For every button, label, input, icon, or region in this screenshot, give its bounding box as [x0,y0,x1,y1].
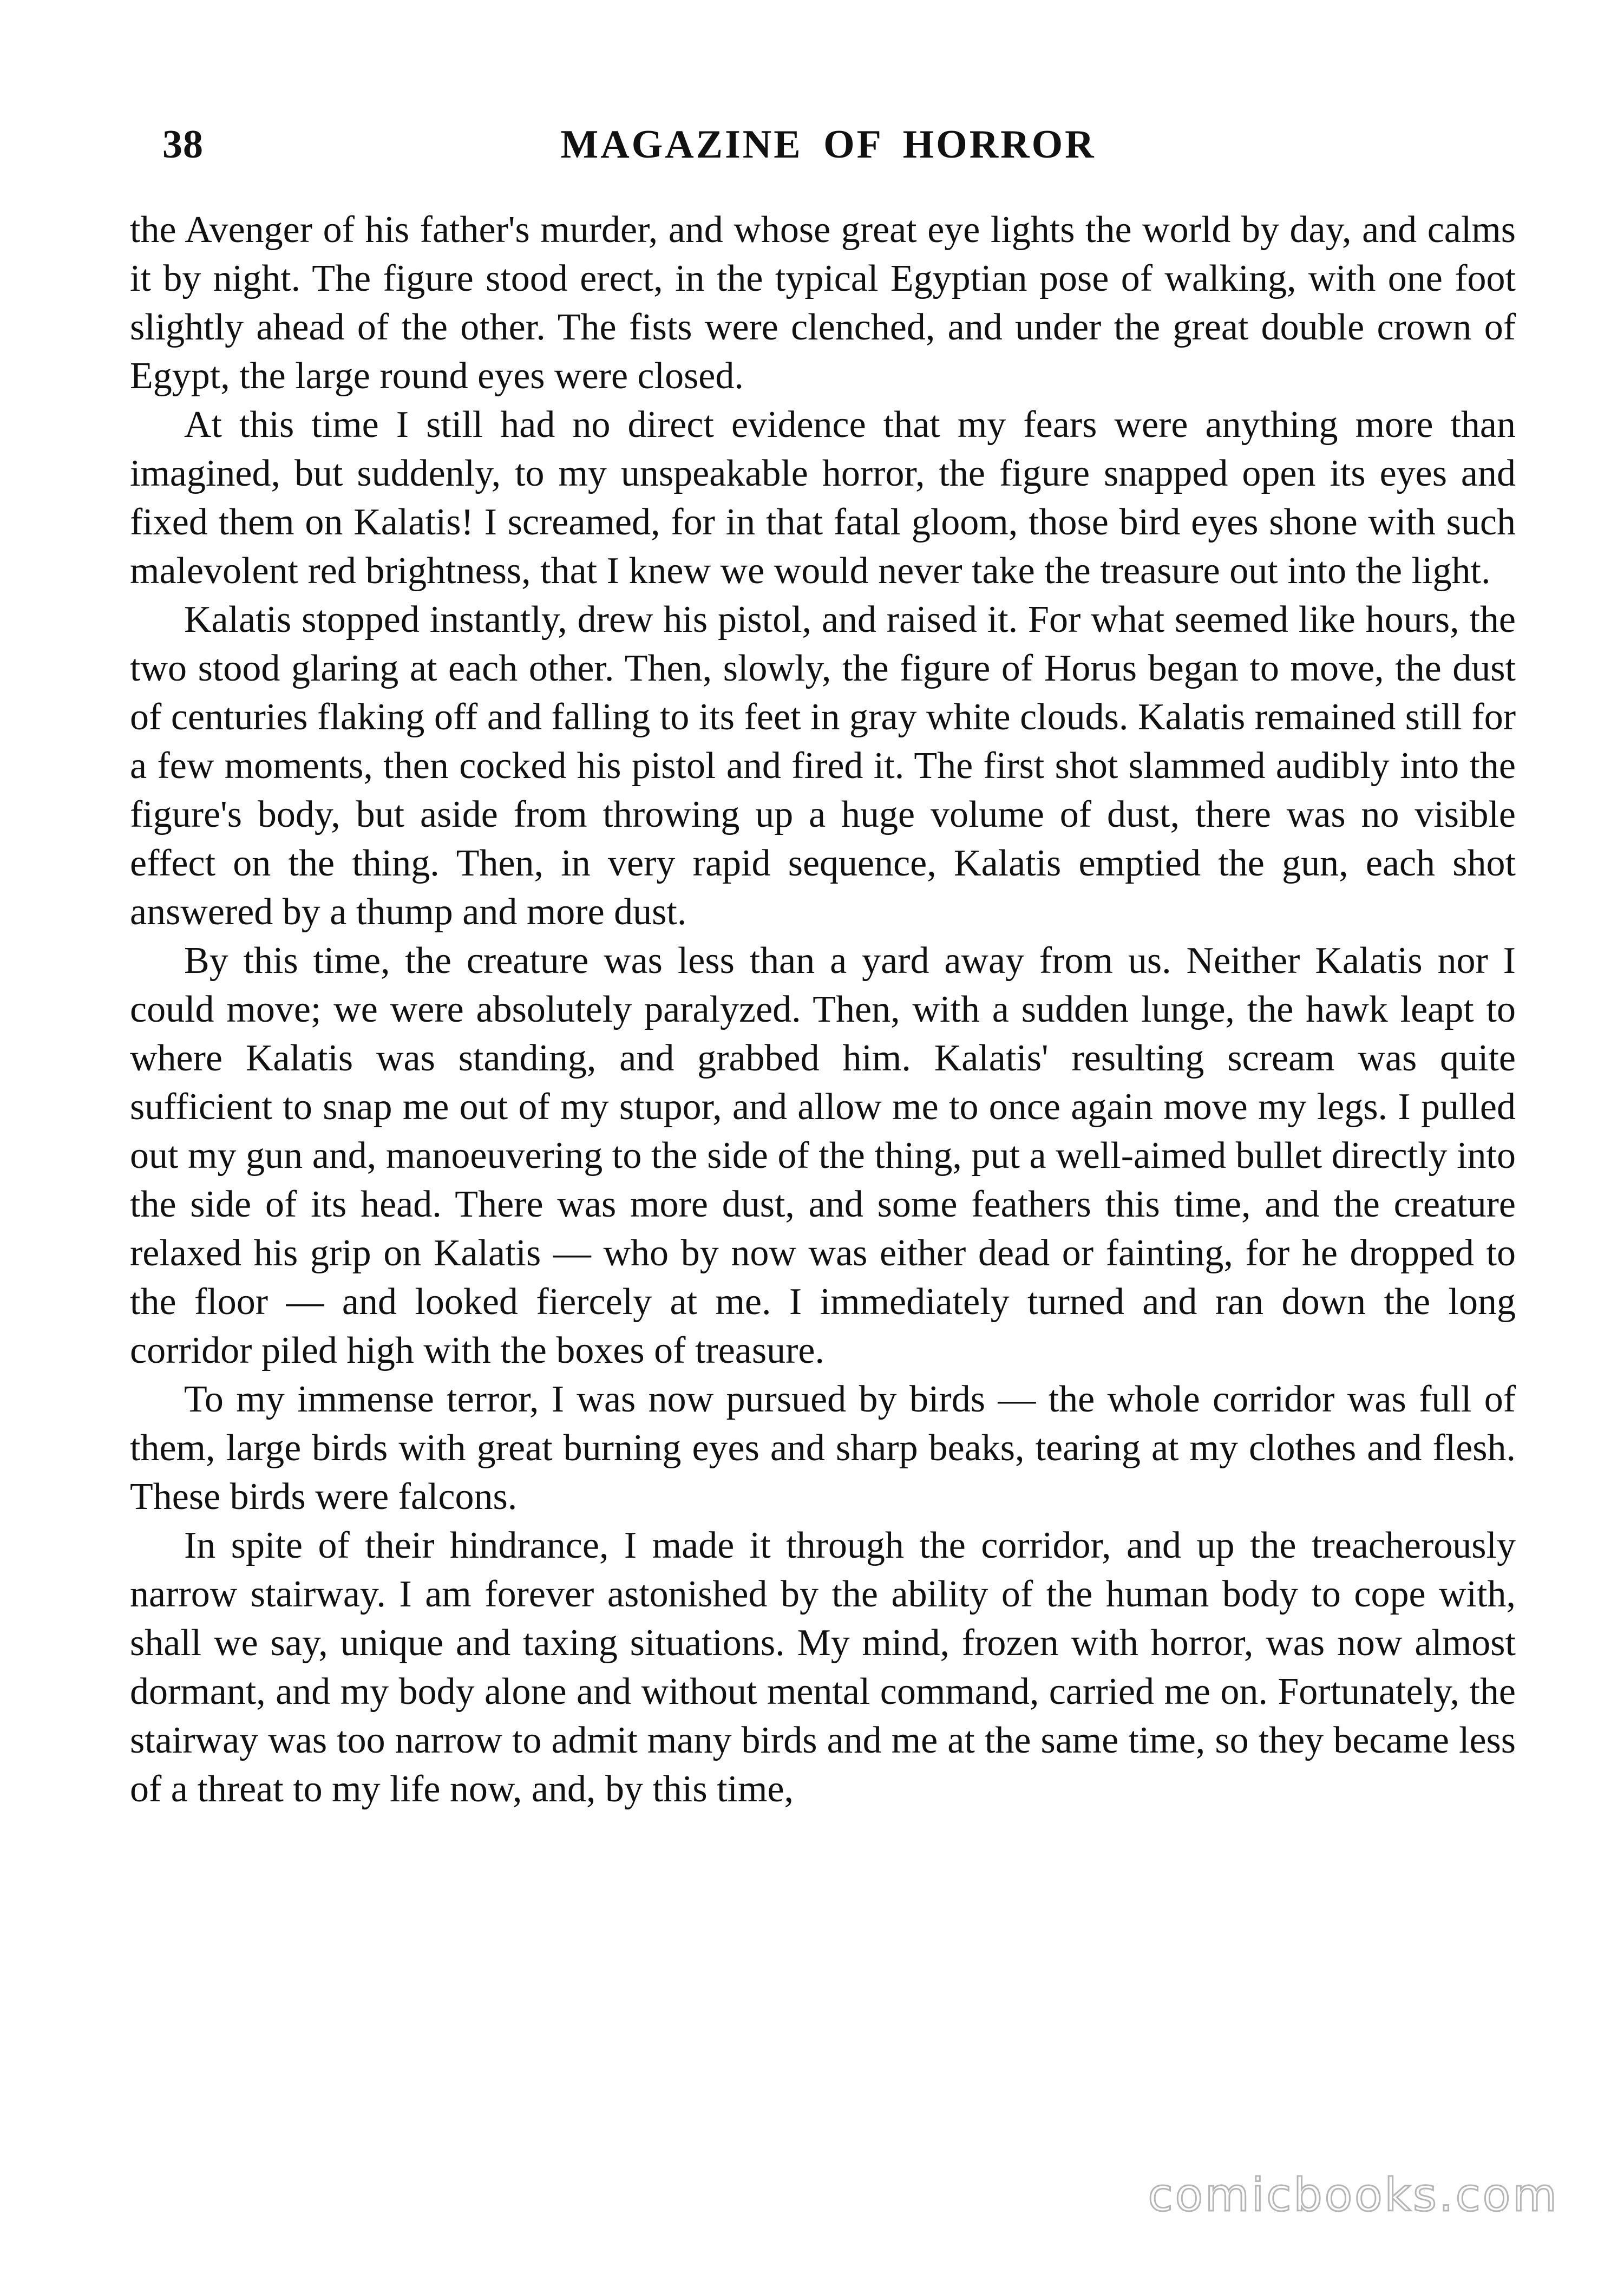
page-number: 38 [162,122,204,167]
paragraph: Kalatis stopped instantly, drew his pistol, and raised it. For what seemed like hours, the two stood glaring at each other. Then, slowly, the figure of Horus began to move, the dust of centuries flaking off and falling to its feet in gray white clouds. Kalatis remained still for a few moments, then cocked his pistol and fired it. The first shot slammed audibly into the figure's body, but aside from throwing up a huge volume of dust, there was no visible effect on the thing. Then, in very rapid sequence, Kalatis emptied the gun, each shot answered by a thump and more dust. [130,599,1516,933]
paragraph: In spite of their hindrance, I made it through the corridor, and up the treacherously narrow stairway. I am forever astonished by the ability of the human body to cope with, shall we say, unique and taxing situations. My mind, frozen with horror, was now almost dormant, and my body alone and without mental command, carried me on. Fortunately, the stairway was too narrow to admit many birds and me at the same time, so they became less of a threat to my life now, and, by this time, [130,1525,1516,1810]
paragraph: To my immense terror, I was now pursued by birds — the whole corridor was full of them, large birds with great burning eyes and sharp beaks, tearing at my clothes and flesh. These birds were falcons. [130,1378,1516,1518]
paragraph: At this time I still had no direct evidence that my fears were anything more than imagined, but suddenly, to my unspeakable horror, the figure snapped open its eyes and fixed them on Kalatis! I screamed, for in that fatal gloom, those bird eyes shone with such malevolent red brightness, that I knew we would never take the treasure out into the light. [130,404,1516,592]
running-title: MAGAZINE OF HORROR [560,122,1096,167]
paragraph: By this time, the creature was less than a yard away from us. Neither Kalatis nor I could move; we were absolutely paralyzed. Then, with a sudden lunge, the hawk leapt to where Kalatis was standing, and grabbed him. Kalatis' resulting scream was quite sufficient to snap me out of my stupor, and allow me to once again move my legs. I pulled out my gun and, manoeuvering to the side of the thing, put a well-aimed bullet directly into the side of its head. There was more dust, and some feathers this time, and the creature relaxed his grip on Kalatis — who by now was either dead or fainting, for he dropped to the floor — and looked fiercely at me. I immediately turned and ran down the long corridor piled high with the boxes of treasure. [130,940,1516,1371]
paragraph: the Avenger of his father's murder, and whose great eye lights the world by day, and calms it by night. The figure stood erect, in the typical Egyptian pose of walking, with one foot slightly ahead of the other. The fists were clenched, and under the great double crown of Egypt, the large round eyes were closed. [130,209,1516,397]
watermark: comicbooks.com [1148,2168,1559,2221]
page-header [130,122,1527,181]
story-body [130,206,1516,1814]
